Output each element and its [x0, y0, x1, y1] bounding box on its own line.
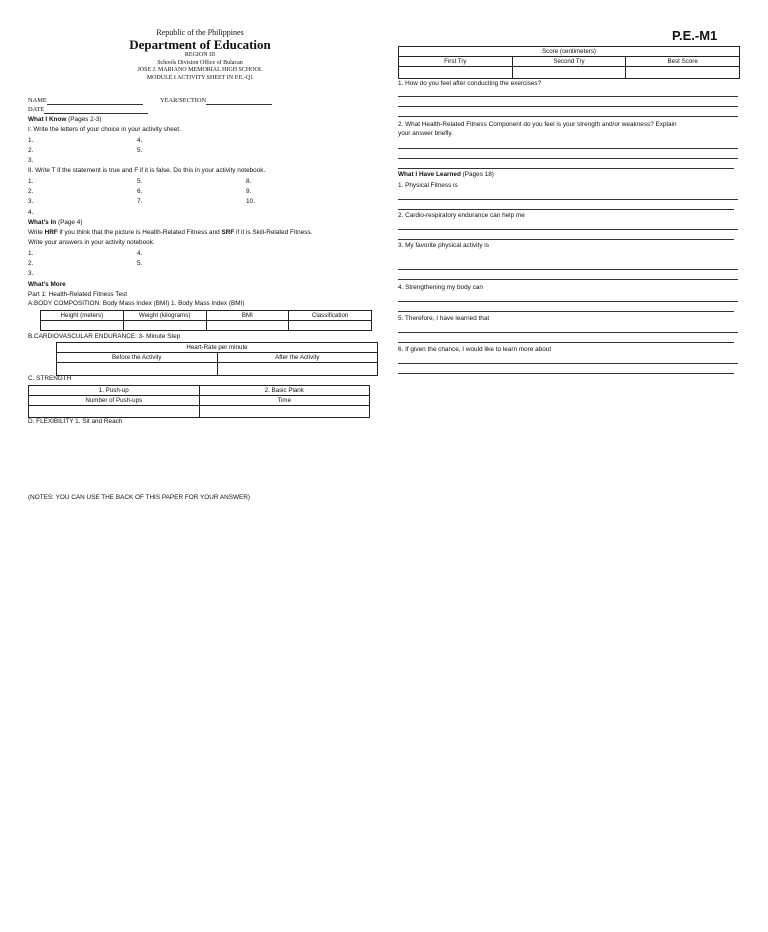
whats-in-instruction-line2: Write your answers in your activity notebook.: [28, 239, 155, 246]
best-score-cell[interactable]: [626, 67, 740, 79]
answer-number: 2.: [28, 188, 34, 195]
answer-line[interactable]: [398, 168, 734, 169]
after-activity-cell[interactable]: [217, 363, 378, 376]
bmi-header-bmi: BMI: [206, 311, 289, 321]
whats-more-heading: What's More: [28, 281, 66, 288]
before-activity-header: Before the Activity: [57, 353, 218, 363]
department-title: Department of Education: [129, 37, 271, 52]
bmi-table: [40, 310, 372, 331]
pushup-cell[interactable]: [29, 406, 200, 418]
answer-number: 7.: [137, 198, 143, 205]
module-code: P.E.-M1: [672, 28, 718, 43]
bmi-value-cell[interactable]: [206, 321, 289, 331]
score-table: [398, 46, 740, 79]
answer-line[interactable]: [398, 96, 738, 97]
part2-instruction: II. Write T if the statement is true and F if it is false. Do this in your activity notebook.: [28, 167, 266, 174]
answer-line[interactable]: [398, 332, 738, 333]
question-1: 1. How do you feel after conducting the exercises?: [398, 80, 542, 87]
num-pushups-header: Number of Push-ups: [29, 396, 200, 406]
name-label: NAME: [28, 97, 47, 104]
answer-line[interactable]: [398, 301, 738, 302]
answer-line[interactable]: [398, 373, 734, 374]
answer-number: 5.: [137, 260, 143, 267]
answer-line[interactable]: [398, 209, 734, 210]
school-header: [100, 28, 300, 82]
answer-number: 8.: [246, 178, 252, 185]
bmi-weight-cell[interactable]: [123, 321, 206, 331]
whats-in-heading: What's In (Page 4): [28, 219, 83, 226]
strength-table: [28, 385, 370, 418]
date-field[interactable]: [28, 106, 148, 114]
school-name: JOSE J. MARIANO MEMORIAL HIGH SCHOOL: [137, 67, 263, 73]
heart-rate-header: Heart-Rate per minute: [57, 343, 378, 353]
answer-number: 1.: [28, 178, 34, 185]
first-try-header: First Try: [399, 57, 513, 67]
body-composition-label: A.BODY COMPOSITION: Body Mass Index (BMI) 1. Body Mass Index (BMI): [28, 300, 245, 307]
part1-instruction: I: Write the letters of your choice in your activity sheet.: [28, 126, 181, 133]
part1-test-label: Part 1: Health-Related Fitness Test: [28, 291, 127, 298]
answer-number: 3.: [28, 157, 34, 164]
answer-number: 2.: [28, 260, 34, 267]
heart-rate-table: [56, 342, 378, 376]
region-text: REGION III: [184, 52, 216, 58]
bmi-header-height: Height (meters): [41, 311, 124, 321]
answer-line[interactable]: [398, 279, 738, 280]
answer-line[interactable]: [398, 199, 738, 200]
answer-line[interactable]: [398, 148, 738, 149]
answer-number: 1.: [28, 250, 34, 257]
learned-6: 6. If given the chance, I would like to learn more about: [398, 346, 552, 353]
whats-in-instruction: Write HRF if you think that the picture is Health-Related Fitness and SRF if it is Skill-Related Fitness.: [28, 229, 313, 236]
best-score-header: Best Score: [626, 57, 740, 67]
after-activity-header: After the Activity: [217, 353, 378, 363]
division-text: Schools Division Office of Bulacan: [157, 59, 243, 66]
learned-3: 3. My favorite physical activity is: [398, 242, 489, 249]
second-try-cell[interactable]: [512, 67, 626, 79]
name-field[interactable]: [28, 97, 143, 105]
answer-line[interactable]: [398, 363, 738, 364]
bmi-class-cell[interactable]: [289, 321, 372, 331]
second-try-header: Second Try: [512, 57, 626, 67]
learned-5: 5. Therefore, I have learned that: [398, 315, 490, 322]
time-header: Time: [199, 396, 370, 406]
bmi-header-classification: Classification: [289, 311, 372, 321]
answer-number: 4.: [28, 209, 34, 216]
answer-number: 5.: [137, 147, 143, 154]
bmi-header-weight: Weight (kilograms): [123, 311, 206, 321]
answer-number: 9.: [246, 188, 252, 195]
notes-text: (NOTES: YOU CAN USE THE BACK OF THIS PAPER FOR YOUR ANSWER): [28, 494, 251, 501]
answer-number: 1.: [28, 137, 34, 144]
year-section-field[interactable]: [160, 97, 272, 105]
learned-4: 4. Strengthening my body can: [398, 284, 483, 291]
question-2: 2. What Health-Related Fitness Component do you feel is your strength and/or weakness? Explain: [398, 121, 677, 128]
answer-line[interactable]: [398, 106, 738, 107]
cardio-label: B.CARDIOVASCULAR ENDURANCE: 3- Minute Step: [28, 333, 181, 340]
answer-line[interactable]: [398, 229, 738, 230]
bmi-height-cell[interactable]: [41, 321, 124, 331]
learned-1: 1. Physical Fitness is: [398, 182, 458, 189]
answer-number: 5.: [137, 178, 143, 185]
pushup-header: 1. Push-up: [29, 386, 200, 396]
first-try-cell[interactable]: [399, 67, 513, 79]
plank-header: 2. Basic Plank: [199, 386, 370, 396]
what-i-learned-heading: What I Have Learned (Pages 18): [398, 171, 494, 178]
answer-line[interactable]: [398, 116, 738, 117]
answer-number: 2.: [28, 147, 34, 154]
flexibility-label: D. FLEXIBILITY 1. Sit and Reach: [28, 418, 123, 425]
answer-number: 6.: [137, 188, 143, 195]
answer-number: 4.: [137, 250, 143, 257]
what-i-know-heading: What I Know (Pages 2-3): [28, 116, 102, 123]
answer-number: 3.: [28, 198, 34, 205]
year-section-label: YEAR/SECTION: [160, 97, 207, 104]
strength-label: C. STRENGTH: [28, 375, 72, 382]
answer-line[interactable]: [398, 269, 738, 270]
answer-line[interactable]: [398, 239, 734, 240]
score-header: Score (centimeters): [399, 47, 740, 57]
answer-line[interactable]: [398, 311, 734, 312]
plank-time-cell[interactable]: [199, 406, 370, 418]
question-2-line2: your answer briefly.: [398, 130, 453, 137]
answer-number: 10.: [246, 198, 255, 205]
answer-line[interactable]: [398, 158, 738, 159]
learned-2: 2. Cardio-respiratory endurance can help me: [398, 212, 525, 219]
answer-number: 3.: [28, 270, 34, 277]
sheet-title: MODULE I ACTIVITY SHEET IN P.E.-Q1: [146, 74, 254, 81]
answer-line[interactable]: [398, 342, 734, 343]
before-activity-cell[interactable]: [57, 363, 218, 376]
answer-number: 4.: [137, 137, 143, 144]
date-label: DATE: [28, 106, 45, 113]
republic-text: Republic of the Philippines: [156, 28, 244, 37]
